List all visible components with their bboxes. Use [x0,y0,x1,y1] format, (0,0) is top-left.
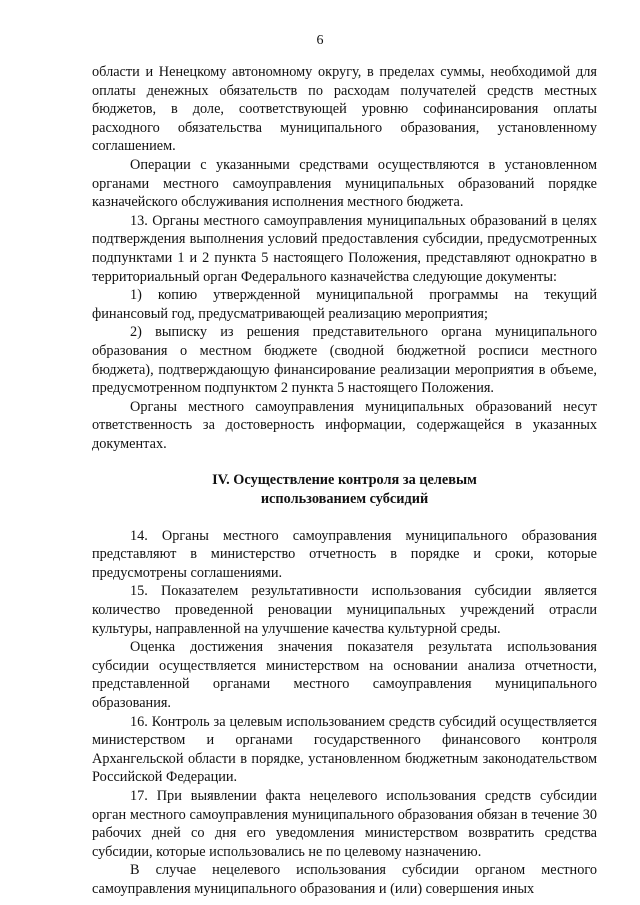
paragraph-item-14: 14. Органы местного самоуправления муниципального образования представляют в министерство отчетность в порядке и сроки, которые предусмотрены соглашениями. [92,527,597,581]
paragraph-assessment: Оценка достижения значения показателя результата использования субсидии осуществляется министерством на основании анализа отчетности, представленной органами местного самоуправления муниципального образования. [92,639,597,711]
paragraph-item-16: 16. Контроль за целевым использованием средств субсидий осуществляется министерством и органами государственного финансового контроля Архангельской области в порядке, установленном бюджетным законодательством Российской Федерации. [92,713,597,786]
paragraph-item-17: 17. При выявлении факта нецелевого использования средств субсидии орган местного самоуправления муниципального образования обязан в течение 30 рабочих дней со дня его уведомления министерством возвратить средства субсидии, которые использовались не по целевому назначению. [92,787,597,860]
paragraph-misuse-case: В случае нецелевого использования субсидии органом местного самоуправления муниципального образования и (или) совершения иных [92,862,597,897]
section-heading [92,471,597,508]
page-number: 6 [316,33,324,48]
section-heading-line1: IV. Осуществление контроля за целевым [212,472,477,489]
paragraph-subitem-1: 1) копию утвержденной муниципальной программы на текущий финансовый год, предусматривающей реализацию мероприятия; [92,287,597,322]
paragraph-item-13: 13. Органы местного самоуправления муниципальных образований в целях подтверждения выполнения условий предоставления субсидии, предусмотренных подпунктами 1 и 2 пункта 5 настоящего Положения, представляют однократно в территориальный орган Федерального казначейства следующие документы: [92,212,597,285]
section-heading-line2: использованием субсидий [260,491,429,508]
paragraph-item-15: 15. Показателем результативности использования субсидии является количество проведенной реновации муниципальных учреждений отрасли культуры, направленной на улучшение качества культурной среды. [92,583,597,637]
document-body [92,63,597,899]
paragraph-continuation: области и Ненецкому автономному округу, в пределах суммы, необходимой для оплаты денежных обязательств по расходам получателей средств местных бюджетов, в доле, соответствующей уровню софинансирования оплаты расходного обязательства муниципального образования, установленному соглашением. [92,64,597,155]
paragraph-operations: Операции с указанными средствами осуществляются в установленном органами местного самоуправления муниципальных образований порядке казначейского обслуживания исполнения местного бюджета. [92,156,597,211]
paragraph-subitem-2: 2) выписку из решения представительного органа муниципального образования о местном бюджете (сводной бюджетной росписи местного бюджета), подтверждающую финансирование реализации мероприятия в объеме, предусмотренном подпунктом 2 пункта 5 настоящего Положения. [92,324,597,397]
paragraph-responsibility: Органы местного самоуправления муниципальных образований несут ответственность за достоверность информации, содержащейся в указанных документах. [92,398,597,452]
